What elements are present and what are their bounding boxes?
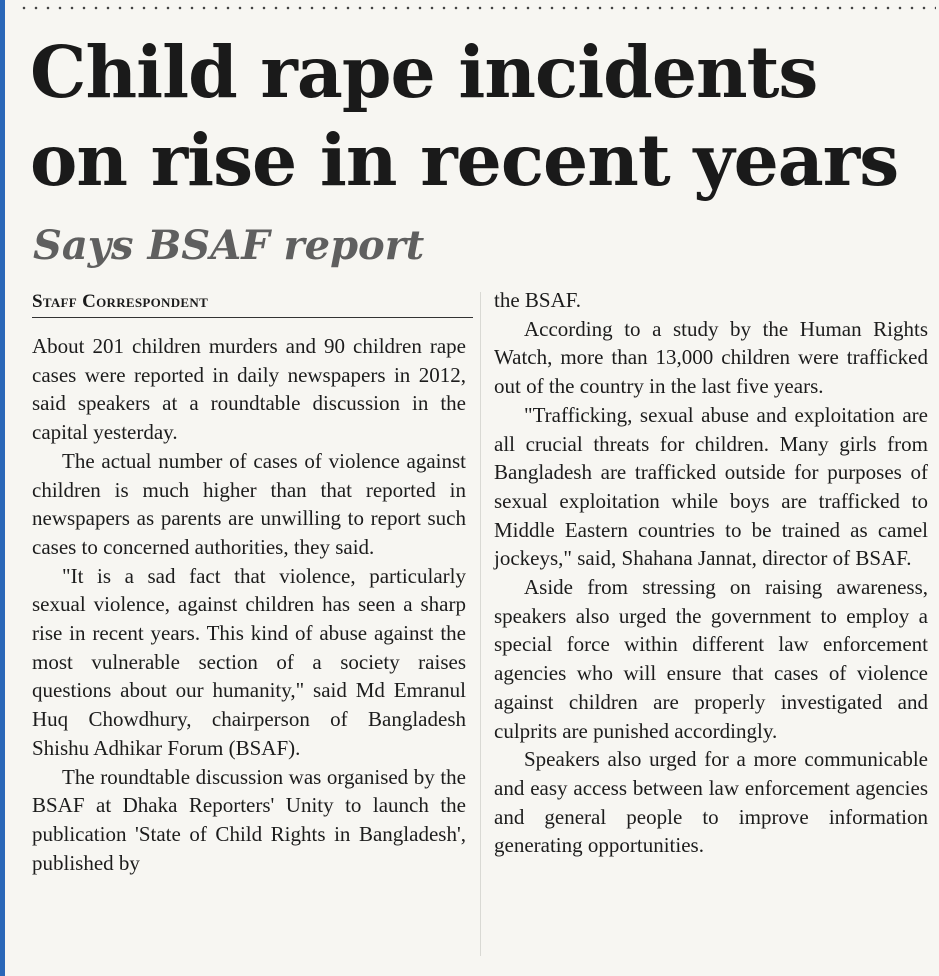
byline-text: Staff Correspondent [32,291,209,312]
dotted-rule [18,6,936,10]
headline-line-1: Child rape incidents [30,30,818,114]
paragraph: The actual number of cases of violence against children is much higher than that reported in newspapers as parents are unwilling to report such cases to concerned authorities, they said. [32,448,466,559]
byline [32,288,473,318]
paragraph: "Trafficking, sexual abuse and exploitation are all crucial threats for children. Many girls from Bangladesh are trafficked outside for purposes of sexual exploitation while boys are trafficked to Middle Eastern countries to be trained as camel jockeys," said, Shahana Jannat, director of BSAF. [494,402,928,571]
paragraph: Aside from stressing on raising awareness, speakers also urged the government to employ a special force within different law enforcement agencies who will ensure that cases of violence against children are properly investigated and culprits are punished accordingly. [494,575,928,743]
paragraph: About 201 children murders and 90 children rape cases were reported in daily newspapers in 2012, said speakers at a roundtable discussion in the capital yesterday. [32,334,466,445]
paragraph: "It is a sad fact that violence, particularly sexual violence, against children has seen a sharp rise in recent years. This kind of abuse against the most vulnerable section of a society raises questions about our humanity," said Md Emranul Huq Chowdhury, chairperson of Bangladesh Shishu Adhikar Forum (BSAF). [32,563,466,760]
column-divider [480,292,481,956]
paragraph: The roundtable discussion was organised by the BSAF at Dhaka Reporters' Unity to launch the publication 'State of Child Rights in Bangladesh', published by [32,764,466,875]
paragraph: the BSAF. [494,288,582,312]
headline [30,28,930,204]
article-column-left [32,332,466,877]
page-edge-stripe [0,0,5,976]
paragraph: Speakers also urged for a more communicable and easy access between law enforcement agencies and general people to improve information generating opportunities. [494,747,928,858]
paragraph: According to a study by the Human Rights Watch, more than 13,000 children were trafficked out of the country in the last five years. [494,316,928,399]
article-column-right [494,286,928,860]
headline-line-2: on rise in recent years [30,118,899,202]
subheadline: Says BSAF report [33,222,425,269]
